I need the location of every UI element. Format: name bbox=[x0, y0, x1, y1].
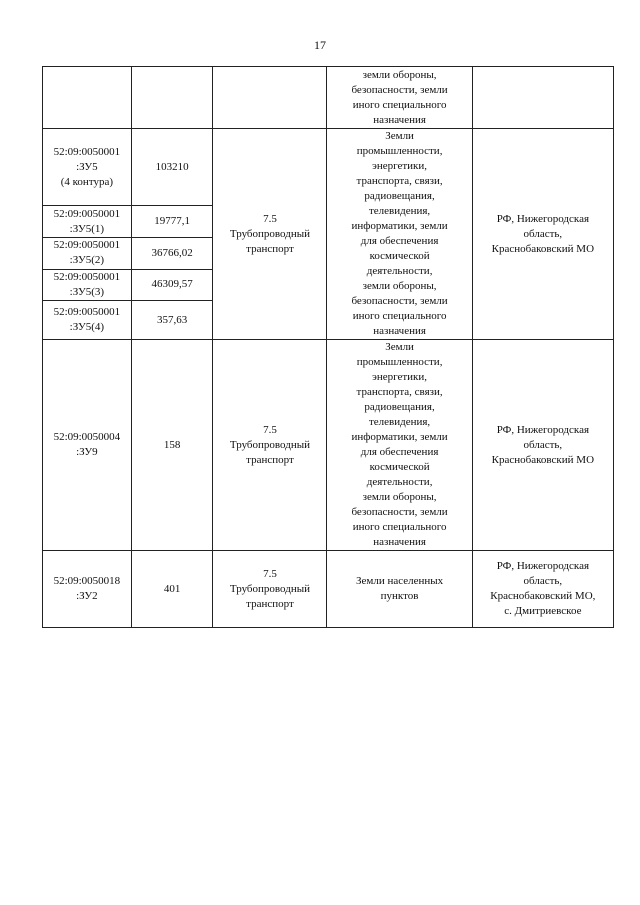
area-cell: 103210 bbox=[131, 129, 213, 206]
location-cell: РФ, Нижегородская область, Краснобаковский МО bbox=[472, 340, 613, 551]
area-cell: 158 bbox=[131, 340, 213, 551]
land-plots-table bbox=[42, 66, 614, 628]
use-cell: 7.5 Трубопроводный транспорт bbox=[213, 551, 327, 628]
cadastral-cell: 52:09:0050001 :ЗУ5(1) bbox=[43, 206, 132, 238]
cadastral-cell: 52:09:0050001 :ЗУ5(2) bbox=[43, 238, 132, 270]
cadastral-cell: 52:09:0050001 :ЗУ5(3) bbox=[43, 269, 132, 301]
location-cell: РФ, Нижегородская область, Краснобаковский МО, с. Дмитриевское bbox=[472, 551, 613, 628]
area-cell: 357,63 bbox=[131, 301, 213, 340]
cadastral-cell: 52:09:0050004 :ЗУ9 bbox=[43, 340, 132, 551]
cadastral-cell: 52:09:0050018 :ЗУ2 bbox=[43, 551, 132, 628]
table-row bbox=[43, 551, 614, 628]
table-row bbox=[43, 340, 614, 551]
category-cell: Земли промышленности, энергетики, транспорта, связи, радиовещания, телевидения, информатики, земли для обеспечения космической деятельности, земли обороны, безопасности, земли иного специального назначения bbox=[327, 340, 472, 551]
location-cell: РФ, Нижегородская область, Краснобаковский МО bbox=[472, 129, 613, 340]
area-cell: 36766,02 bbox=[131, 238, 213, 270]
location-cell bbox=[472, 67, 613, 129]
cadastral-cell: 52:09:0050001 :ЗУ5(4) bbox=[43, 301, 132, 340]
page-number: 17 bbox=[314, 38, 326, 52]
cadastral-cell bbox=[43, 67, 132, 129]
category-cell: Земли населенных пунктов bbox=[327, 551, 472, 628]
area-cell bbox=[131, 67, 213, 129]
category-cell: земли обороны, безопасности, земли иного специального назначения bbox=[327, 67, 472, 129]
cadastral-cell: 52:09:0050001 :ЗУ5 (4 контура) bbox=[43, 129, 132, 206]
area-cell: 19777,1 bbox=[131, 206, 213, 238]
area-cell: 46309,57 bbox=[131, 269, 213, 301]
use-cell bbox=[213, 67, 327, 129]
table-row bbox=[43, 129, 614, 206]
category-cell: Земли промышленности, энергетики, транспорта, связи, радиовещания, телевидения, информатики, земли для обеспечения космической деятельности, земли обороны, безопасности, земли иного специального назначения bbox=[327, 129, 472, 340]
area-cell: 401 bbox=[131, 551, 213, 628]
table-row bbox=[43, 67, 614, 129]
use-cell: 7.5 Трубопроводный транспорт bbox=[213, 129, 327, 340]
use-cell: 7.5 Трубопроводный транспорт bbox=[213, 340, 327, 551]
